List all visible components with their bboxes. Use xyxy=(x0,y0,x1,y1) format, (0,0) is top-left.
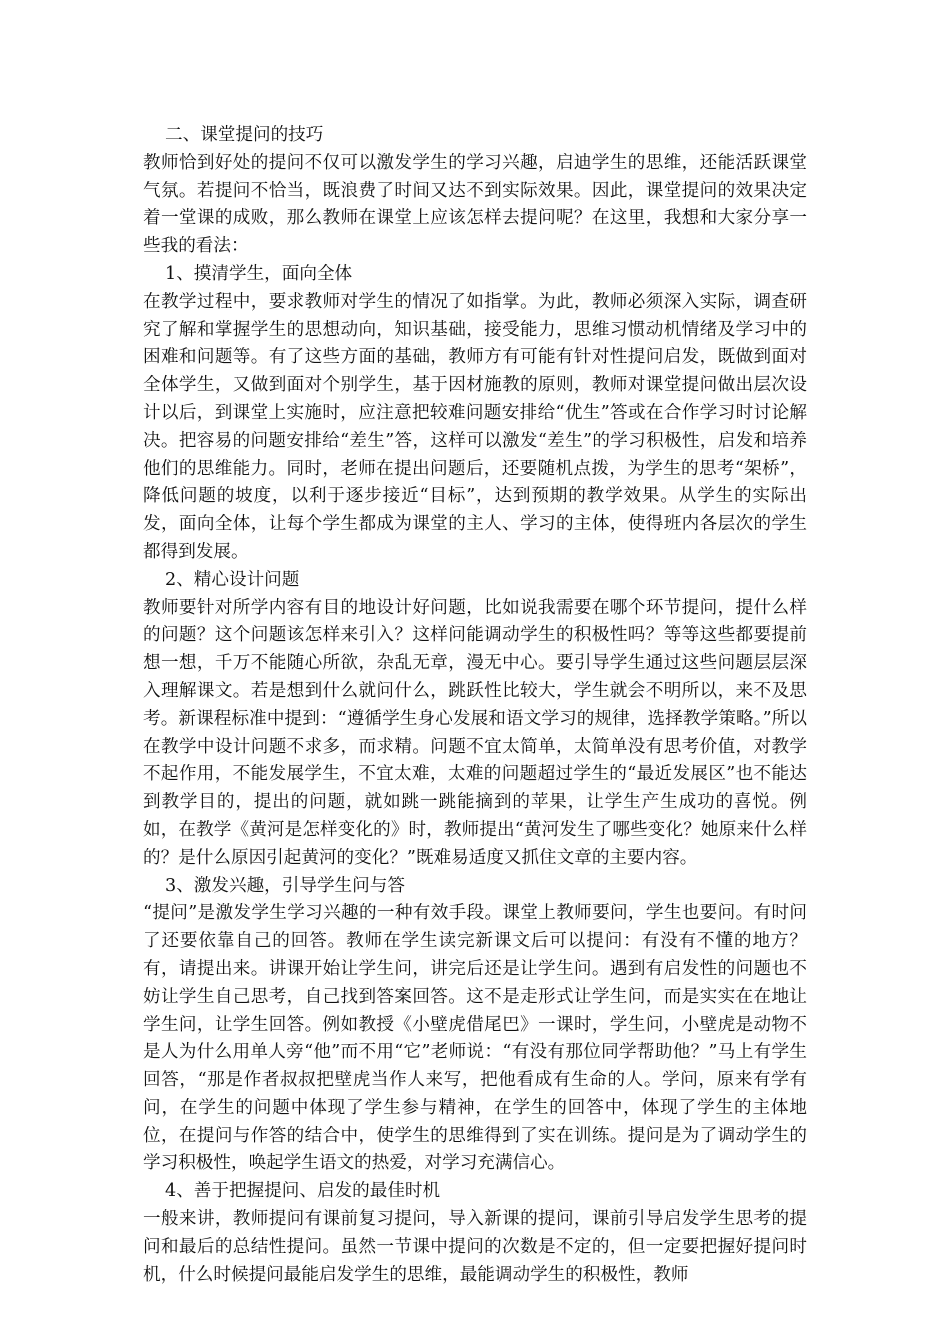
paragraph-1: 在教学过程中，要求教师对学生的情况了如指掌。为此，教师必须深入实际，调查研究了解和掌握学生的思想动向，知识基础，接受能力，思维习惯动机情绪及学习中的困难和问题等。有了这些方面的基础，教师方有可能有针对性提问启发，既做到面对全体学生，又做到面对个别学生，基于因材施教的原则，教师对课堂提问做出层次设计以后，到课堂上实施时，应注意把较难问题安排给“优生”答或在合作学习时讨论解决。把容易的问题安排给“差生”答，这样可以激发“差生”的学习积极性，启发和培养他们的思维能力。同时，老师在提出问题后，还要随机点拨，为学生的思考“架桥”，降低问题的坡度，以利于逐步接近“目标”，达到预期的教学效果。从学生的实际出发，面向全体，让每个学生都成为课堂的主人、学习的主体，使得班内各层次的学生都得到发展。 xyxy=(143,291,807,562)
subheading-2: 2、精心设计问题 xyxy=(165,569,300,590)
paragraph-2: 教师要针对所学内容有目的地设计好问题，比如说我需要在哪个环节提问，提什么样的问题？这个问题该怎样来引入？这样问能调动学生的积极性吗？等等这些都要提前想一想，千万不能随心所欲，杂乱无章，漫无中心。要引导学生通过这些问题层层深入理解课文。若是想到什么就问什么，跳跃性比较大，学生就会不明所以，来不及思考。新课程标准中提到：“遵循学生身心发展和语文学习的规律，选择教学策略。”所以在教学中设计问题不求多，而求精。问题不宜太简单，太简单没有思考价值，对教学不起作用，不能发展学生，不宜太难，太难的问题超过学生的“最近发展区”也不能达到教学目的，提出的问题，就如跳一跳能摘到的苹果，让学生产生成功的喜悦。例如，在教学《黄河是怎样变化的》时，教师提出“黄河发生了哪些变化？她原来什么样的？是什么原因引起黄河的变化？”既难易适度又抓住文章的主要内容。 xyxy=(143,597,807,868)
document-page xyxy=(143,122,807,1289)
subheading-3: 3、激发兴趣，引导学生问与答 xyxy=(165,875,405,896)
subheading-4: 4、善于把握提问、启发的最佳时机 xyxy=(165,1181,441,1202)
intro-paragraph: 教师恰到好处的提问不仅可以激发学生的学习兴趣，启迪学生的思维，还能活跃课堂气氛。若提问不恰当，既浪费了时间又达不到实际效果。因此，课堂提问的效果决定着一堂课的成败，那么教师在课堂上应该怎样去提问呢？在这里，我想和大家分享一些我的看法： xyxy=(143,152,807,257)
subheading-1: 1、摸清学生，面向全体 xyxy=(165,263,353,284)
paragraph-4: 一般来讲，教师提问有课前复习提问，导入新课的提问，课前引导启发学生思考的提问和最后的总结性提问。虽然一节课中提问的次数是不定的，但一定要把握好提问时机，什么时候提问最能启发学生的思维，最能调动学生的积极性，教师 xyxy=(143,1209,807,1285)
paragraph-3: “提问”是激发学生学习兴趣的一种有效手段。课堂上教师要问，学生也要问。有时问了还要依靠自己的回答。教师在学生读完新课文后可以提问：有没有不懂的地方？有，请提出来。讲课开始让学生问，讲完后还是让学生问。遇到有启发性的问题也不妨让学生自己思考，自己找到答案回答。这不是走形式让学生问，而是实实在在地让学生问，让学生回答。例如教授《小壁虎借尾巴》一课时，学生问，小壁虎是动物不是人为什么用单人旁“他”而不用“它”老师说：“有没有那位同学帮助他？”马上有学生回答，“那是作者叔叔把壁虎当作人来写，把他看成有生命的人。学问，原来有学有问，在学生的问题中体现了学生参与精神，在学生的回答中，体现了学生的主体地位，在提问与作答的结合中，使学生的思维得到了实在训练。提问是为了调动学生的学习积极性，唤起学生语文的热爱，对学习充满信心。 xyxy=(143,903,807,1174)
section-title: 二、课堂提问的技巧 xyxy=(165,125,324,145)
